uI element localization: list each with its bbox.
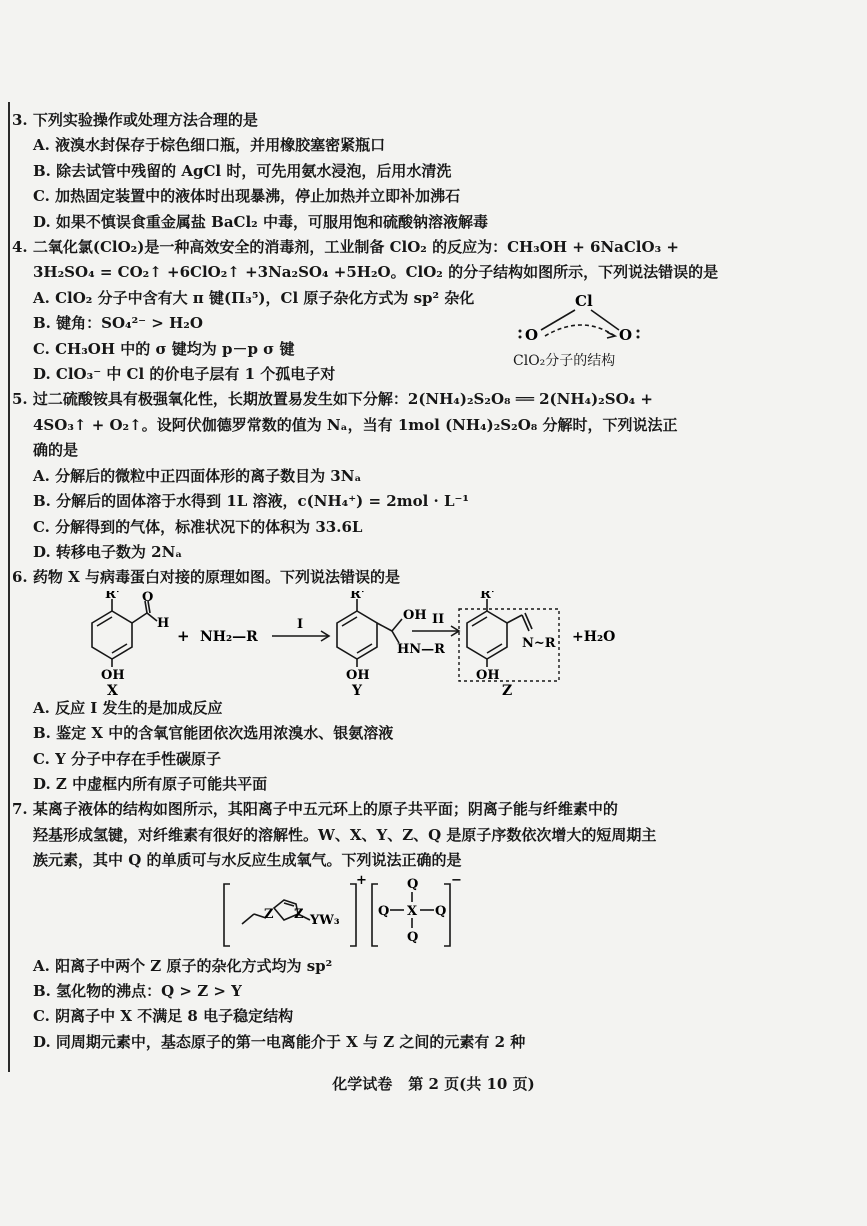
footer-page-number: 第 2 页(共 10 页) xyxy=(408,1075,535,1093)
question-stem-line-2: 3H₂SO₄ = CO₂↑ +6ClO₂↑ +3Na₂SO₄ +5H₂O。ClO₂ 的分子结构如图所示，下列说法错误的是 xyxy=(33,263,719,282)
question-stem-line-1: 4. 二氧化氯(ClO₂)是一种高效安全的消毒剂，工业制备 ClO₂ 的反应为：CH₃OH + 6NaClO₃ + xyxy=(12,238,679,257)
question-4 xyxy=(12,235,860,387)
question-stem-line-1: 7. 某离子液体的结构如图所示，其阳离子中五元环上的原子共平面；阴离子能与纤维素中的 xyxy=(12,800,618,819)
option-b: B. 氢化物的沸点：Q > Z > Y xyxy=(33,981,242,1000)
reagent-amine: NH₂—R xyxy=(200,628,258,645)
page-footer xyxy=(0,1073,867,1094)
question-7 xyxy=(12,797,860,1055)
label-x: X xyxy=(107,682,118,696)
x-oh-label: OH xyxy=(101,667,125,683)
question-stem-line-3: 确的是 xyxy=(33,441,79,460)
x-r-prime: R' xyxy=(105,590,120,602)
option-d: D. ClO₃⁻ 中 Cl 的价电子层有 1 个孤电子对 xyxy=(33,365,336,384)
question-6 xyxy=(12,565,860,797)
anion-q-top: Q xyxy=(407,876,419,892)
clo2-cl-atom: Cl xyxy=(575,292,593,310)
option-b: B. 键角：SO₄²⁻ > H₂O xyxy=(33,314,203,333)
reaction-scheme xyxy=(67,591,860,696)
question-stem-line-3: 族元素，其中 Q 的单质可与水反应生成氧气。下列说法正确的是 xyxy=(33,851,462,870)
option-c: C. 分解得到的气体，标准状况下的体积为 33.6L xyxy=(33,517,363,536)
option-a: A. 反应 I 发生的是加成反应 xyxy=(33,698,223,717)
option-c: C. CH₃OH 中的 σ 键均为 p－p σ 键 xyxy=(33,339,295,358)
option-b: B. 除去试管中残留的 AgCl 时，可先用氨水浸泡，后用水清洗 xyxy=(33,161,452,180)
molecule-y xyxy=(337,599,402,667)
anion-q-right: Q xyxy=(435,903,447,919)
question-3 xyxy=(12,108,860,235)
option-b: B. 鉴定 X 中的含氧官能团依次选用浓溴水、银氨溶液 xyxy=(33,724,394,743)
option-b: B. 分解后的固体溶于水得到 1L 溶液，c(NH₄⁺) = 2mol · L⁻¹ xyxy=(33,492,469,511)
anion-x: X xyxy=(407,903,418,919)
x-o-label: O xyxy=(142,590,154,605)
molecule-x xyxy=(92,599,157,667)
clo2-o-right: O xyxy=(619,326,633,344)
question-stem-line-1: 5. 过二硫酸铵具有极强氧化性，长期放置易发生如下分解：2(NH₄)₂S₂O₈ ══ 2(NH₄)₂SO₄ + xyxy=(12,390,653,409)
reaction-diagram xyxy=(67,591,707,696)
y-oh-label: OH xyxy=(403,607,427,623)
question-5 xyxy=(12,387,860,565)
option-a: A. 阳离子中两个 Z 原子的杂化方式均为 sp² xyxy=(33,956,333,975)
arrow-step-2 xyxy=(412,626,459,636)
molecule-z xyxy=(467,599,532,667)
water-product: +H₂O xyxy=(572,628,616,645)
option-c: C. Y 分子中存在手性碳原子 xyxy=(33,749,222,768)
option-a: A. 分解后的微粒中正四面体形的离子数目为 3Nₐ xyxy=(33,466,362,485)
step-1-label: I xyxy=(297,616,304,632)
clo2-o-left: O xyxy=(525,326,539,344)
ionic-liquid-diagram xyxy=(222,874,482,954)
ionic-liquid-structure xyxy=(222,874,860,954)
label-z: Z xyxy=(502,682,513,696)
question-stem-line-2: 4SO₃↑ + O₂↑。设阿伏伽德罗常数的值为 Nₐ，当有 1mol (NH₄)₂S₂O₈ 分解时，下列说法正 xyxy=(33,415,678,434)
footer-subject: 化学试卷 xyxy=(332,1075,393,1093)
anion-q-bottom: Q xyxy=(407,929,419,945)
exam-page xyxy=(12,108,860,1055)
z-r-prime: R' xyxy=(480,590,495,602)
figure-caption: ClO₂分子的结构 xyxy=(513,353,616,369)
anion-q-left: Q xyxy=(378,903,390,919)
option-d: D. 同周期元素中，基态原子的第一电离能介于 X 与 Z 之间的元素有 2 种 xyxy=(33,1032,526,1051)
clo2-structure-figure xyxy=(507,292,657,382)
plus-sign: + xyxy=(177,626,190,645)
cation-z-2: Z xyxy=(294,906,304,922)
y-hnr-label: HN—R xyxy=(397,641,445,657)
option-d: D. 转移电子数为 2Nₐ xyxy=(33,542,183,561)
arrow-step-1 xyxy=(272,631,329,641)
option-c: C. 加热固定装置中的液体时出现暴沸，停止加热并立即补加沸石 xyxy=(33,187,461,206)
clo2-bonds xyxy=(541,310,619,338)
question-stem: 3. 下列实验操作或处理方法合理的是 xyxy=(12,111,258,129)
question-stem: 6. 药物 X 与病毒蛋白对接的原理如图。下列说法错误的是 xyxy=(12,568,400,587)
clo2-diagram xyxy=(507,292,657,352)
step-2-label: II xyxy=(432,611,445,627)
z-oh-label: OH xyxy=(476,667,500,683)
anion-charge: − xyxy=(451,873,462,888)
label-y: Y xyxy=(352,682,362,696)
option-a: A. 液溴水封保存于棕色细口瓶，并用橡胶塞密紧瓶口 xyxy=(33,136,386,155)
question-stem-line-2: 羟基形成氢键，对纤维素有很好的溶解性。W、X、Y、Z、Q 是原子序数依次增大的短周期主 xyxy=(33,825,657,844)
option-c: C. 阴离子中 X 不满足 8 电子稳定结构 xyxy=(33,1007,294,1026)
y-phenol-oh: OH xyxy=(346,667,370,683)
x-h-label: H xyxy=(157,615,170,631)
y-r-prime: R' xyxy=(350,590,365,602)
margin-line xyxy=(8,102,10,1072)
option-d: D. Z 中虚框内所有原子可能共平面 xyxy=(33,774,268,793)
option-d: D. 如果不慎误食重金属盐 BaCl₂ 中毒，可服用饱和硫酸钠溶液解毒 xyxy=(33,212,488,231)
z-nr-label: N~R xyxy=(522,635,556,651)
cation-yw3: YW₃ xyxy=(310,912,340,928)
cation-charge: + xyxy=(356,873,367,888)
cation-z-1: Z xyxy=(264,906,274,922)
option-a: A. ClO₂ 分子中含有大 π 键(Π₃⁵)，Cl 原子杂化方式为 sp² 杂化 xyxy=(33,288,475,307)
